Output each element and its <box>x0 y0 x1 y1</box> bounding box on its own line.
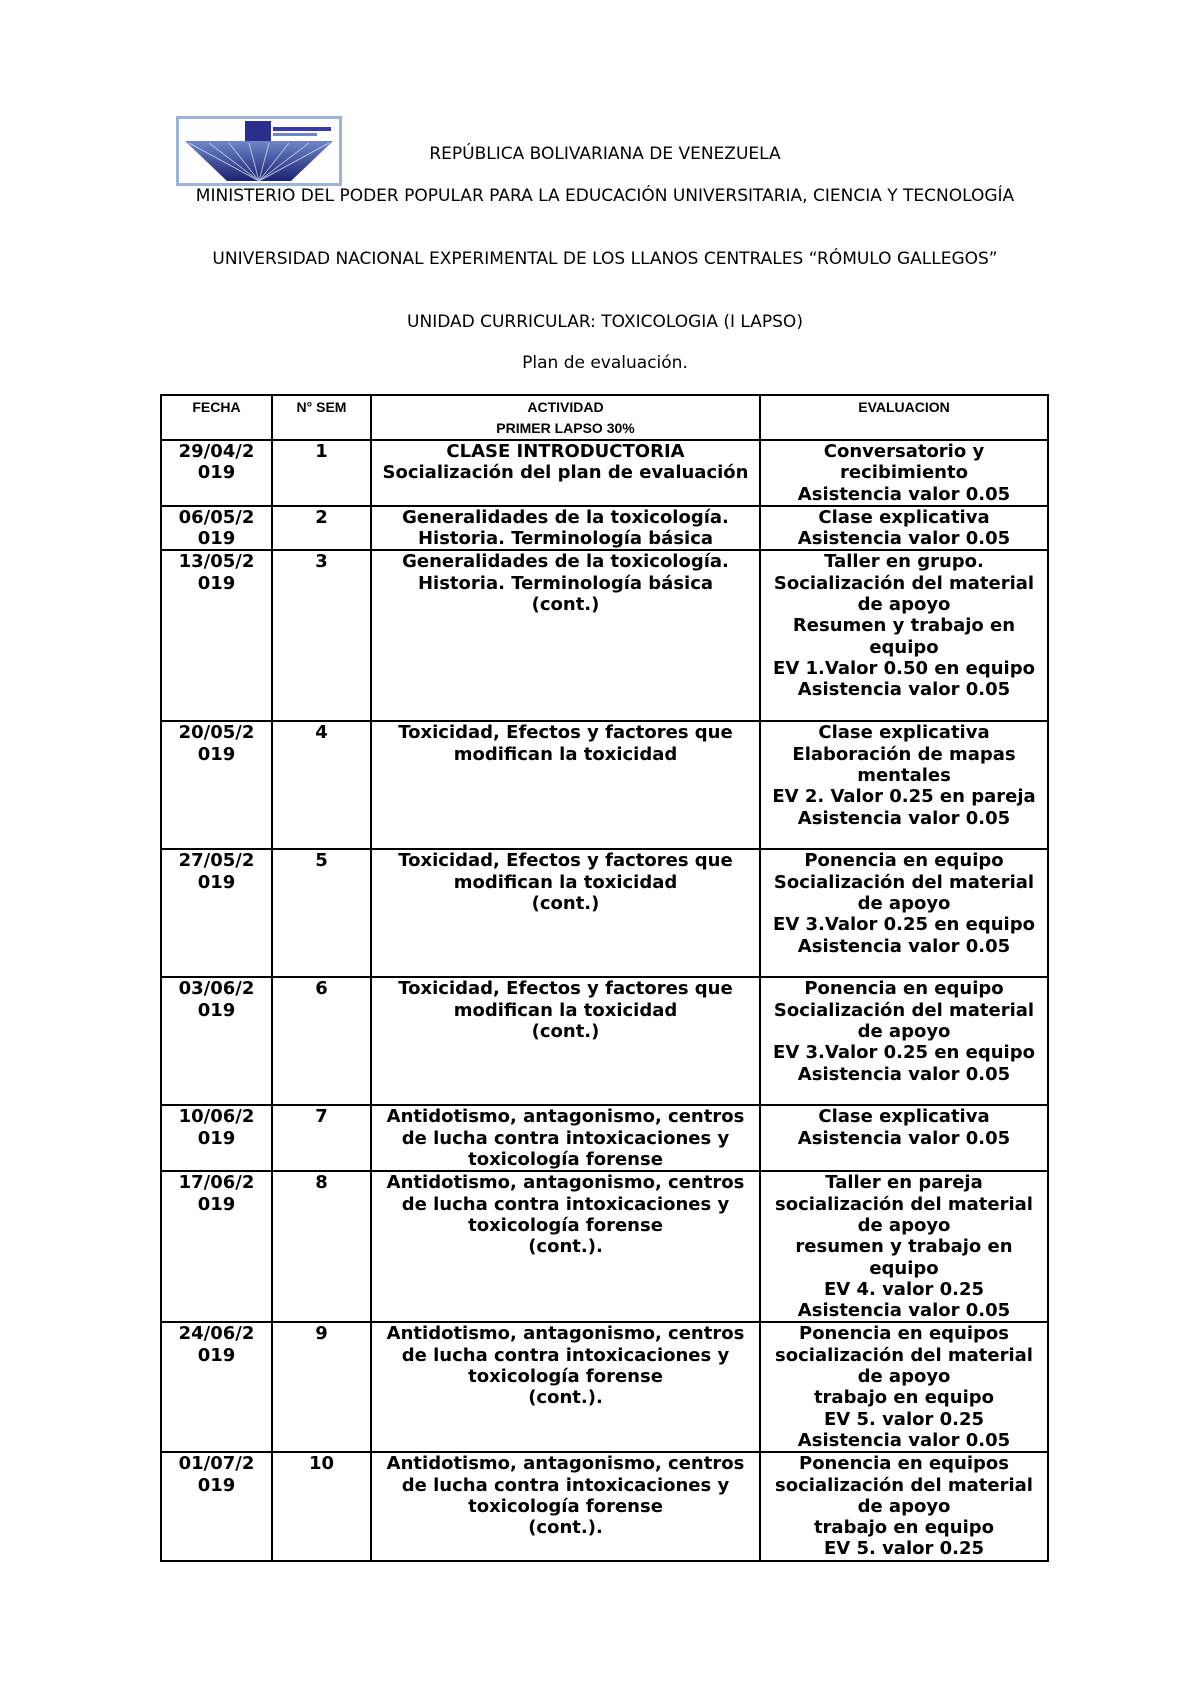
cell-sem: 6 <box>272 977 371 1105</box>
cell-actividad <box>371 440 760 506</box>
column-header-actividad-sub: PRIMER LAPSO 30% <box>496 420 635 436</box>
cell-actividad <box>371 849 760 977</box>
evaluacion-line: Asistencia valor 0.05 <box>797 807 1011 829</box>
actividad-line: (cont.) <box>531 893 600 915</box>
cell-evaluacion <box>760 506 1048 551</box>
evaluacion-line: Ponencia en equipo <box>804 978 1004 1000</box>
cell-evaluacion <box>760 721 1048 849</box>
cell-evaluacion <box>760 849 1048 977</box>
evaluacion-line: Clase explicativa <box>818 722 990 744</box>
column-header-evaluacion: EVALUACION <box>760 395 1048 440</box>
cell-actividad <box>371 1105 760 1171</box>
table-row <box>161 550 1048 721</box>
actividad-line: Toxicidad, Efectos y factores que modifican la toxicidad <box>398 978 733 1021</box>
evaluacion-line: Taller en pareja <box>825 1172 983 1194</box>
table-row <box>161 977 1048 1105</box>
cell-sem: 9 <box>272 1322 371 1452</box>
evaluacion-line: Socialización del material de apoyo <box>773 871 1035 915</box>
evaluacion-line: Conversatorio y recibimiento <box>823 441 985 484</box>
cell-actividad <box>371 1171 760 1322</box>
column-header-sem: N° SEM <box>272 395 371 440</box>
cell-fecha: 29/04/2 019 <box>161 440 272 506</box>
cell-fecha: 20/05/2 019 <box>161 721 272 849</box>
actividad-line: Historia. Terminología básica <box>417 528 714 550</box>
cell-fecha: 27/05/2 019 <box>161 849 272 977</box>
evaluacion-line: Asistencia valor 0.05 <box>797 1300 1011 1322</box>
cell-fecha: 06/05/2 019 <box>161 506 272 551</box>
table-row <box>161 1452 1048 1560</box>
evaluacion-line: Clase explicativa <box>818 506 990 528</box>
evaluacion-line: Asistencia valor 0.05 <box>797 528 1011 550</box>
cell-evaluacion <box>760 1105 1048 1171</box>
actividad-line: Toxicidad, Efectos y factores que modifican la toxicidad <box>398 850 733 893</box>
table-header-row <box>161 395 1048 440</box>
cell-fecha: 24/06/2 019 <box>161 1322 272 1452</box>
cell-actividad <box>371 1452 760 1560</box>
column-header-actividad-label: ACTIVIDAD <box>527 399 604 415</box>
actividad-line: Generalidades de la toxicología. <box>402 506 729 528</box>
header-republic: REPÚBLICA BOLIVARIANA DE VENEZUELA <box>429 144 781 164</box>
cell-sem: 2 <box>272 506 371 551</box>
actividad-line: (cont.). <box>528 1387 603 1409</box>
cell-evaluacion <box>760 977 1048 1105</box>
actividad-line: Antidotismo, antagonismo, centros de lucha contra intoxicaciones y toxicología forense <box>386 1453 745 1517</box>
evaluacion-line: Socialización del material de apoyo <box>773 572 1035 616</box>
header-course-unit: UNIDAD CURRICULAR: TOXICOLOGIA (I LAPSO) <box>407 312 803 332</box>
evaluacion-line: Ponencia en equipos <box>799 1323 1009 1345</box>
evaluacion-line: Asistencia valor 0.05 <box>797 1127 1011 1149</box>
evaluacion-line: Resumen y trabajo en equipo <box>792 615 1016 658</box>
table-row <box>161 849 1048 977</box>
cell-sem: 8 <box>272 1171 371 1322</box>
evaluation-plan-table <box>160 394 1049 1562</box>
cell-sem: 5 <box>272 849 371 977</box>
actividad-line: Generalidades de la toxicología. <box>402 551 729 573</box>
evaluacion-line: socialización del material de apoyo <box>775 1193 1033 1236</box>
cell-sem: 4 <box>272 721 371 849</box>
evaluacion-line: EV 5. valor 0.25 <box>823 1408 985 1430</box>
cell-evaluacion <box>760 550 1048 721</box>
cell-actividad <box>371 506 760 551</box>
table-row <box>161 1322 1048 1452</box>
cell-actividad <box>371 550 760 721</box>
cell-actividad <box>371 1322 760 1452</box>
evaluacion-line: socialización del material de apoyo <box>775 1474 1033 1517</box>
cell-evaluacion <box>760 1452 1048 1560</box>
header-university: UNIVERSIDAD NACIONAL EXPERIMENTAL DE LOS LLANOS CENTRALES “RÓMULO GALLEGOS” <box>212 249 998 269</box>
evaluacion-line: EV 3.Valor 0.25 en equipo <box>773 914 1035 936</box>
table-row <box>161 1171 1048 1322</box>
evaluacion-line: Ponencia en equipos <box>799 1453 1009 1475</box>
actividad-line: (cont.) <box>531 1021 600 1043</box>
evaluacion-line: EV 4. valor 0.25 <box>823 1278 985 1300</box>
actividad-line: Antidotismo, antagonismo, centros de lucha contra intoxicaciones y toxicología forense <box>386 1172 745 1236</box>
actividad-line: (cont.) <box>531 594 600 616</box>
evaluacion-line: Asistencia valor 0.05 <box>797 1429 1011 1451</box>
table-row <box>161 440 1048 506</box>
cell-evaluacion <box>760 1322 1048 1452</box>
evaluacion-line: Elaboración de mapas mentales <box>792 743 1016 787</box>
evaluacion-line: Socialización del material de apoyo <box>773 999 1035 1043</box>
evaluacion-line: Ponencia en equipo <box>804 850 1004 872</box>
evaluacion-line: Asistencia valor 0.05 <box>797 935 1011 957</box>
actividad-line: Socialización del plan de evaluación <box>382 462 749 484</box>
evaluacion-line: trabajo en equipo <box>813 1517 995 1539</box>
evaluacion-line: socialización del material de apoyo <box>775 1344 1033 1388</box>
column-header-actividad <box>371 395 760 440</box>
cell-actividad <box>371 977 760 1105</box>
cell-evaluacion <box>760 440 1048 506</box>
actividad-line: CLASE INTRODUCTORIA <box>446 441 685 462</box>
actividad-line: Antidotismo, antagonismo, centros de lucha contra intoxicaciones y toxicología forense <box>386 1323 745 1388</box>
page-title: Plan de evaluación. <box>522 353 688 373</box>
evaluacion-line: resumen y trabajo en equipo <box>795 1236 1013 1279</box>
cell-fecha: 13/05/2 019 <box>161 550 272 721</box>
table-row <box>161 1105 1048 1171</box>
header-ministry: MINISTERIO DEL PODER POPULAR PARA LA EDUCACIÓN UNIVERSITARIA, CIENCIA Y TECNOLOGÍA <box>195 186 1015 206</box>
evaluacion-line: Taller en grupo. <box>824 551 984 573</box>
evaluacion-line: Asistencia valor 0.05 <box>797 1063 1011 1085</box>
actividad-line: (cont.). <box>528 1236 603 1258</box>
evaluacion-line: Asistencia valor 0.05 <box>797 483 1011 505</box>
cell-fecha: 03/06/2 019 <box>161 977 272 1105</box>
table-row <box>161 506 1048 551</box>
cell-sem: 3 <box>272 550 371 721</box>
actividad-line: Toxicidad, Efectos y factores que modifican la toxicidad <box>398 722 733 765</box>
evaluacion-line: EV 5. valor 0.25 <box>823 1538 985 1560</box>
actividad-line: Historia. Terminología básica <box>417 572 714 594</box>
cell-sem: 10 <box>272 1452 371 1560</box>
actividad-line: Antidotismo, antagonismo, centros de lucha contra intoxicaciones y toxicología forense <box>386 1106 745 1171</box>
column-header-fecha: FECHA <box>161 395 272 440</box>
table-body <box>161 440 1048 1561</box>
evaluacion-line: EV 2. Valor 0.25 en pareja <box>772 786 1036 808</box>
evaluacion-line: EV 3.Valor 0.25 en equipo <box>773 1042 1035 1064</box>
actividad-line: (cont.). <box>528 1517 603 1539</box>
cell-sem: 1 <box>272 440 371 506</box>
cell-evaluacion <box>760 1171 1048 1322</box>
cell-sem: 7 <box>272 1105 371 1171</box>
table-row <box>161 721 1048 849</box>
evaluacion-line: EV 1.Valor 0.50 en equipo <box>773 657 1035 679</box>
evaluacion-line: Clase explicativa <box>818 1106 990 1128</box>
cell-fecha: 17/06/2 019 <box>161 1171 272 1322</box>
cell-actividad <box>371 721 760 849</box>
cell-fecha: 01/07/2 019 <box>161 1452 272 1560</box>
evaluacion-line: trabajo en equipo <box>813 1387 995 1409</box>
evaluacion-line: Asistencia valor 0.05 <box>797 679 1011 701</box>
cell-fecha: 10/06/2 019 <box>161 1105 272 1171</box>
